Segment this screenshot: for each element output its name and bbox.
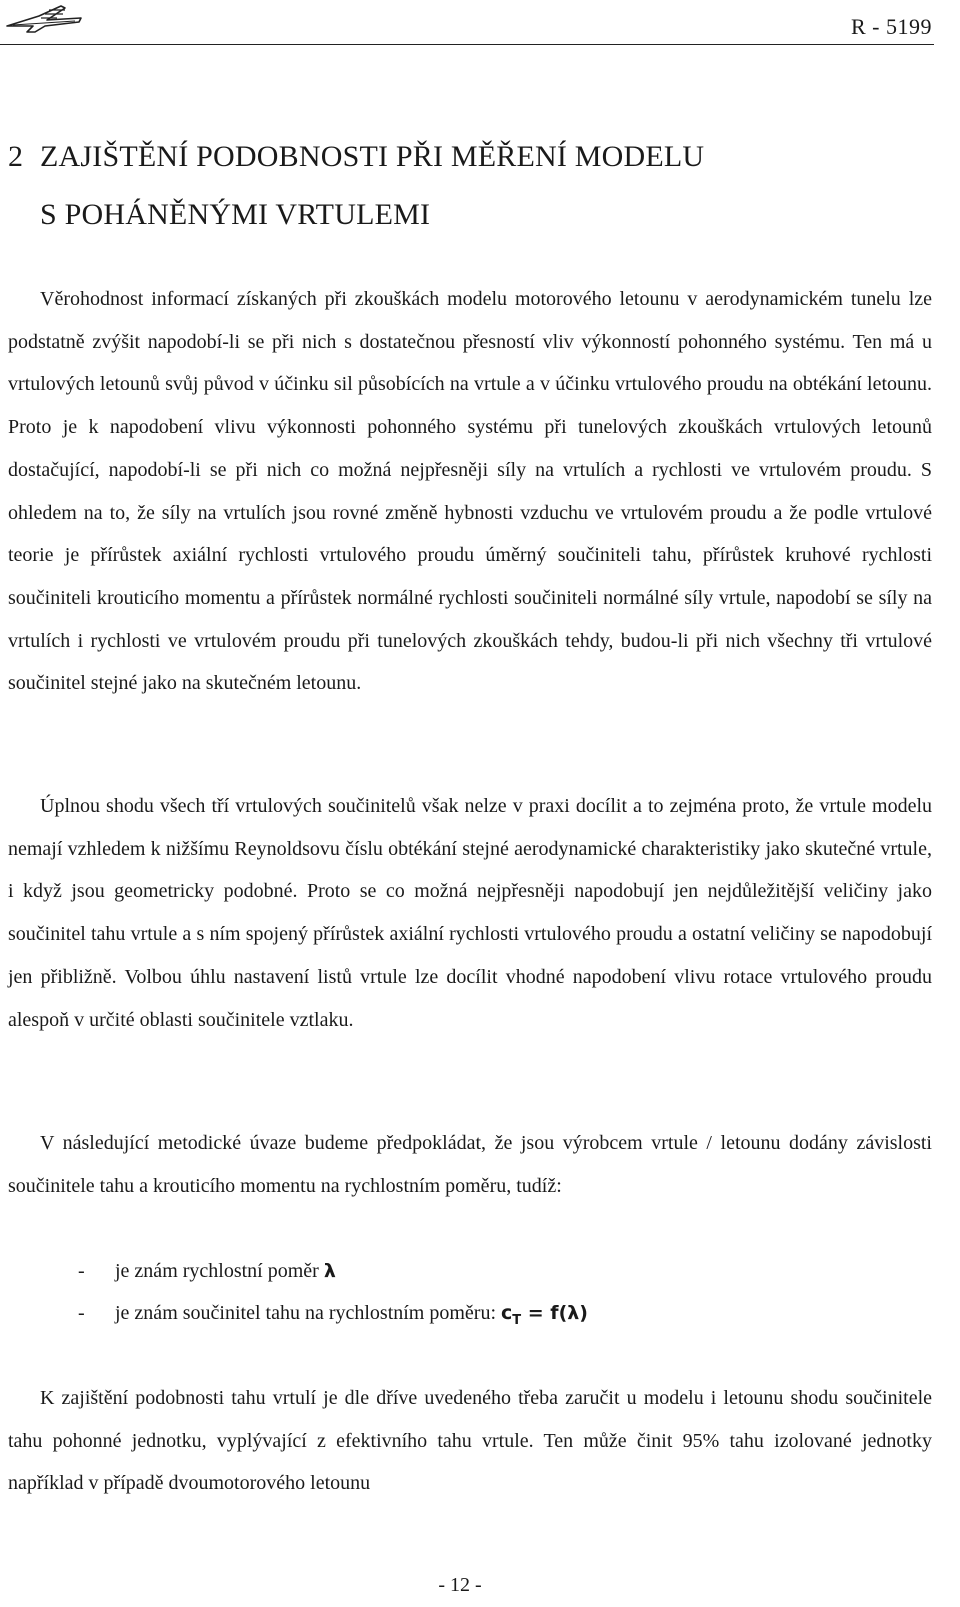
section-heading bbox=[8, 128, 908, 244]
paragraph-1 bbox=[8, 278, 932, 705]
paragraph-3 bbox=[8, 1122, 932, 1207]
section-title-line-1: ZAJIŠTĚNÍ PODOBNOSTI PŘI MĚŘENÍ MODELU bbox=[40, 140, 705, 173]
list-dash: - bbox=[78, 1260, 85, 1282]
paragraph-2-text: Úplnou shodu všech tří vrtulových součinitelů však nelze v praxi docílit a to zejména proto, že vrtule modelu nemají vzhledem k nižšímu Reynoldsovu číslu obtékání stejné aerodynamické charakteristiky jako skutečné vrtule, i když jsou geometricky podobné. Proto se co možná nejpřesněji napodobují jen nejdůležitější veličiny jako součinitel tahu vrtule a s ním spojený přírůstek axiální rychlosti vrtulového proudu a ostatní veličiny se napodobují jen přibližně. Volbou úhlu nastavení listů vrtule lze docílit vhodné napodobení vlivu rotace vrtulového proudu alespoň v určité oblasti součinitele vztlaku. bbox=[8, 795, 932, 1031]
paragraph-4-text: K zajištění podobnosti tahu vrtulí je dle dříve uvedeného třeba zaručit u modelu i letounu shodu součinitele tahu pohonné jednotku, vyplývající z efektivního tahu vrtule. Ten může činit 95% tahu izolované jednotky například v případě dvoumotorového letounu bbox=[8, 1387, 932, 1495]
list-item bbox=[8, 1292, 908, 1342]
list-item-2-text: je znám součinitel tahu na rychlostním poměru: bbox=[115, 1302, 502, 1324]
lambda-symbol: λ bbox=[323, 1260, 336, 1282]
paragraph-3-text: V následující metodické úvaze budeme předpokládat, že jsou výrobcem vrtule / letounu dodány závislosti součinitele tahu a krouticího momentu na rychlostním poměru, tudíž: bbox=[8, 1132, 932, 1197]
page-number: - 12 - bbox=[438, 1574, 482, 1596]
section-title-line-2: S POHÁNĚNÝMI VRTULEMI bbox=[40, 198, 431, 231]
thrust-coefficient-function: = f(λ) bbox=[521, 1302, 588, 1324]
company-logo-icon bbox=[5, 2, 85, 36]
list-item-1-text: je znám rychlostní poměr bbox=[115, 1260, 324, 1282]
document-id: R - 5199 bbox=[851, 14, 932, 39]
list-dash: - bbox=[78, 1302, 85, 1324]
section-number: 2 bbox=[8, 140, 24, 173]
header-divider bbox=[0, 44, 934, 45]
thrust-coefficient-subscript: T bbox=[512, 1313, 522, 1328]
assumption-list bbox=[8, 1250, 908, 1342]
list-item bbox=[8, 1250, 908, 1292]
paragraph-2 bbox=[8, 785, 932, 1041]
paragraph-4 bbox=[8, 1377, 932, 1505]
paragraph-1-text: Věrohodnost informací získaných při zkouškách modelu motorového letounu v aerodynamickém tunelu lze podstatně zvýšit napodobí-li se při nich s dostatečnou přesností vliv výkonností pohonného systému. Ten má u vrtulových letounů svůj původ v účinku sil působících na vrtule a v účinku vrtulového proudu na obtékání letounu. Proto je k napodobení vlivu výkonnosti pohonného systému při tunelových zkouškách vrtulových letounů dostačující, napodobí-li se při nich co možná nejpřesněji síly na vrtulích a rychlosti ve vrtulovém proudu. S ohledem na to, že síly na vrtulích jsou rovné změně hybnosti vzduchu ve vrtulovém proudu a že podle vrtulové teorie je přírůstek axiální rychlosti vrtulového proudu úměrný součiniteli tahu, přírůstek kruhové rychlosti součiniteli krouticího momentu a přírůstek normálné rychlosti součiniteli normálné síly vrtule, napodobí se síly na vrtulích i rychlosti ve vrtulovém proudu při tunelových zkouškách tehdy, budou-li při nich všechny tři vrtulové součinitel stejné jako na skutečném letounu. bbox=[8, 288, 932, 695]
thrust-coefficient-symbol: c bbox=[501, 1302, 513, 1324]
